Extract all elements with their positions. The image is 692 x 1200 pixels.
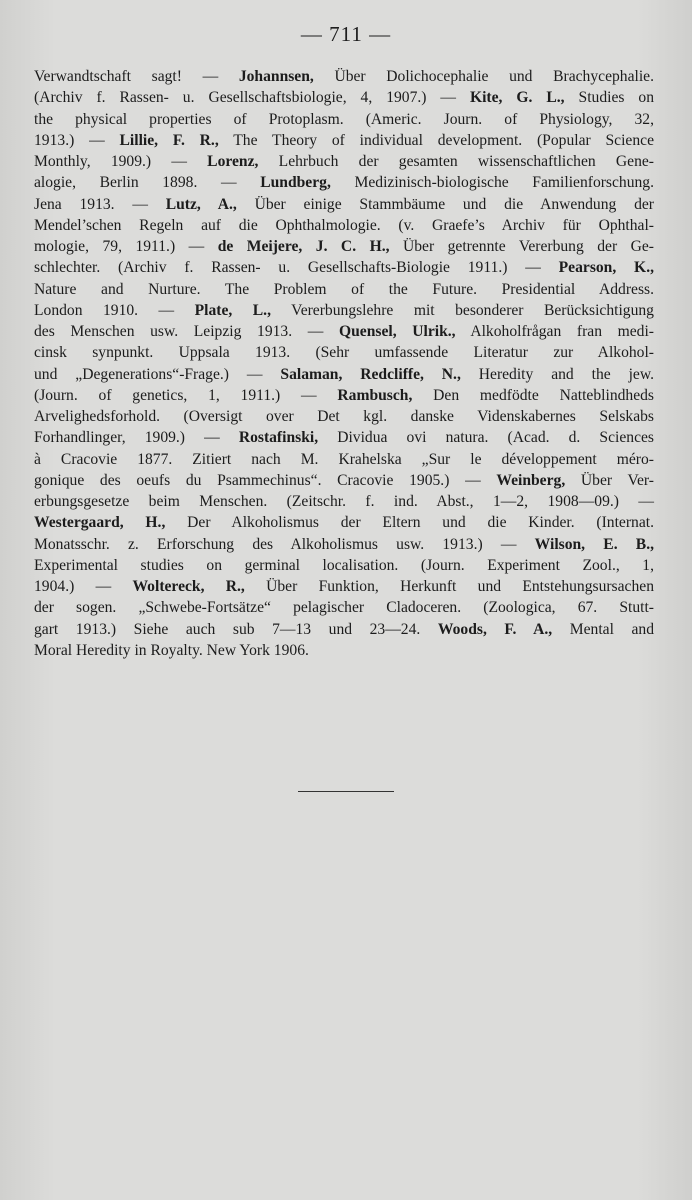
text-line: mologie, 79, 1911.) — de Meijere, J. C. H., Über getrennte Vererbung der Ge- <box>34 238 654 255</box>
text-line: der sogen. „Schwebe-Fortsätze“ pelagischer Cladoceren. (Zoologica, 67. Stutt- <box>34 599 654 617</box>
text-line: schlechter. (Archiv f. Rassen- u. Gesellschafts-Biologie 1911.) — Pearson, K., <box>34 259 654 277</box>
author-name: Rambusch, <box>337 386 413 404</box>
end-rule <box>298 791 394 792</box>
author-name: Kite, G. L., <box>469 89 565 107</box>
author-name: Westergaard, H., <box>34 514 166 532</box>
text-line: gonique des oeufs du Psammechinus“. Cracovie 1905.) — Weinberg, Über Ver- <box>34 471 654 489</box>
text-line: alogie, Berlin 1898. — Lundberg, Medizinisch-biologische Familienforschung. <box>34 174 655 192</box>
author-name: Woltereck, R., <box>132 578 245 595</box>
text-line: Mendel’schen Regeln auf die Ophthalmologie. (v. Graefe’s Archiv für Ophthal- <box>34 216 654 234</box>
text-line: Monthly, 1909.) — Lorenz, Lehrbuch der gesamten wissenschaftlichen Gene- <box>34 153 655 170</box>
author-name: Lorenz, <box>207 153 259 170</box>
author-name: Lillie, F. R., <box>119 131 219 149</box>
text-line: 1913.) — Lillie, F. R., The Theory of individual development. (Popular Science <box>34 131 654 149</box>
text-line: Moral Heredity in Royalty. New York 1906. <box>34 641 309 659</box>
author-name: Rostafinski, <box>238 429 319 447</box>
text-line: Experimental studies on germinal localisation. (Journ. Experiment Zool., 1, <box>34 556 654 574</box>
text-line: the physical properties of Protoplasm. (Americ. Journ. of Physiology, 32, <box>34 110 654 128</box>
text-line: 1904.) — Woltereck, R., Über Funktion, Herkunft und Entstehungsursachen <box>34 578 654 595</box>
text-line: Westergaard, H., Der Alkoholismus der Eltern und die Kinder. (Internat. <box>34 514 654 532</box>
bibliography-text <box>34 66 654 661</box>
author-name: Plate, L., <box>194 301 271 319</box>
author-name: Lundberg, <box>260 174 331 192</box>
text-line: à Cracovie 1877. Zitiert nach M. Krahelska „Sur le développement méro- <box>34 450 654 468</box>
author-name: Pearson, K., <box>558 259 654 277</box>
text-line: Monatsschr. z. Erforschung des Alkoholismus usw. 1913.) — Wilson, E. B., <box>34 535 654 553</box>
page-number: — 711 — <box>300 22 392 46</box>
text-line: gart 1913.) Siehe auch sub 7—13 und 23—24. Woods, F. A., Mental and <box>34 620 654 638</box>
author-name: Quensel, Ulrik., <box>338 323 456 340</box>
text-line: cinsk synpunkt. Uppsala 1913. (Sehr umfassende Literatur zur Alkohol- <box>34 344 654 362</box>
author-name: Salaman, Redcliffe, N., <box>280 365 461 383</box>
text-line: erbungsgesetze beim Menschen. (Zeitschr. f. ind. Abst., 1—2, 1908—09.) — <box>34 493 654 510</box>
text-line: und „Degenerations“-Frage.) — Salaman, Redcliffe, N., Heredity and the jew. <box>34 365 654 383</box>
text-line: (Archiv f. Rassen- u. Gesellschaftsbiologie, 4, 1907.) — Kite, G. L., Studies on <box>34 89 654 107</box>
text-line: Forhandlinger, 1909.) — Rostafinski, Dividua ovi natura. (Acad. d. Sciences <box>34 429 654 447</box>
author-name: de Meijere, J. C. H., <box>217 238 390 255</box>
author-name: Wilson, E. B., <box>534 535 654 553</box>
text-line: London 1910. — Plate, L., Vererbungslehre mit besonderer Berücksichtigung <box>34 301 654 319</box>
author-name: Johannsen, <box>238 68 314 85</box>
text-line: Jena 1913. — Lutz, A., Über einige Stammbäume und die Anwendung der <box>34 195 654 213</box>
text-line: Verwandtschaft sagt! — Johannsen, Über Dolichocephalie und Brachycephalie. <box>34 68 654 85</box>
author-name: Woods, F. A., <box>437 620 553 638</box>
author-name: Weinberg, <box>496 471 566 489</box>
text-line: (Journ. of genetics, 1, 1911.) — Rambusch, Den medfödte Natteblindheds <box>34 386 654 404</box>
text-line: des Menschen usw. Leipzig 1913. — Quensel, Ulrik., Alkoholfrågan fran medi- <box>34 323 655 340</box>
text-line: Arvelighedsforhold. (Oversigt over Det kgl. danske Videnskabernes Selskabs <box>34 408 654 425</box>
author-name: Lutz, A., <box>165 195 237 213</box>
text-line: Nature and Nurture. The Problem of the Future. Presidential Address. <box>34 280 654 298</box>
